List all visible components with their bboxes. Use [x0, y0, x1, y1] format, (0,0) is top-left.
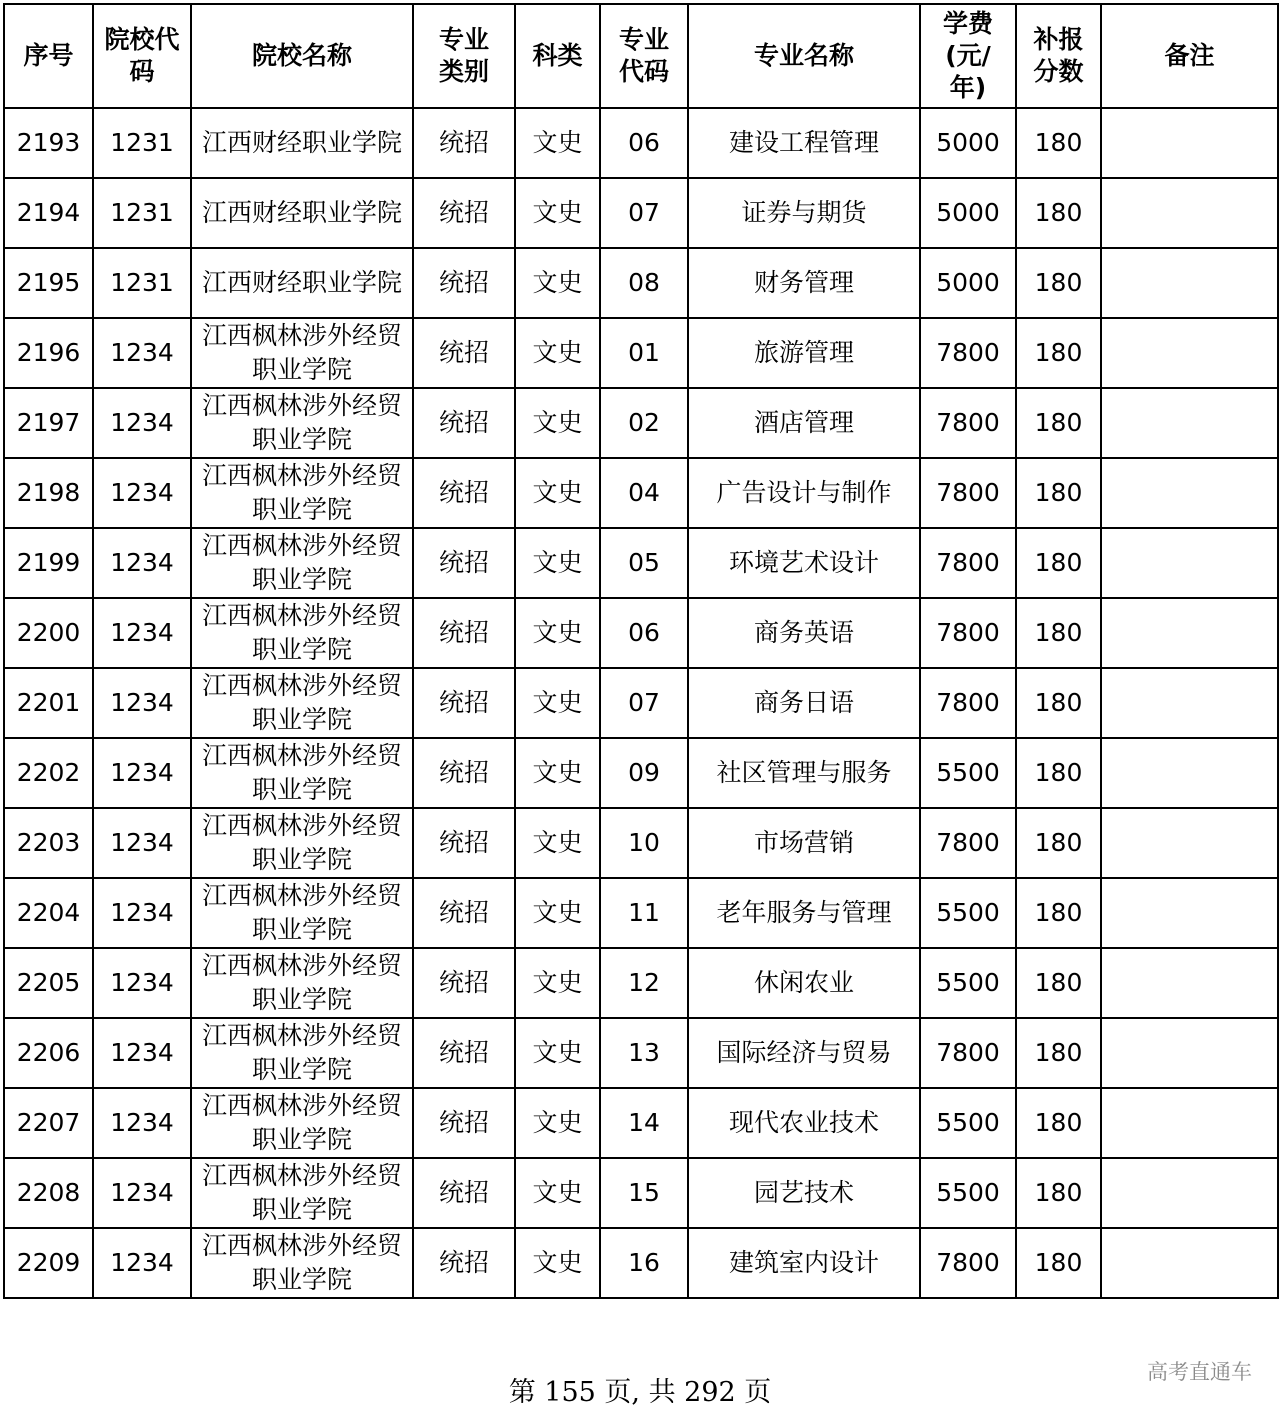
cell-remarks [1101, 1158, 1278, 1228]
header-score [1016, 4, 1101, 108]
cell-subject: 文史 [515, 1088, 600, 1158]
cell-school-name: 江西枫林涉外经贸职业学院 [191, 598, 413, 668]
header-line: 专业 [438, 25, 489, 54]
cell-school-name: 江西财经职业学院 [191, 108, 413, 178]
cell-major-type: 统招 [413, 248, 515, 318]
cell-major-name: 酒店管理 [688, 388, 920, 458]
cell-major-code: 06 [600, 598, 688, 668]
cell-major-type: 统招 [413, 1158, 515, 1228]
cell-remarks [1101, 1088, 1278, 1158]
header-remarks [1101, 4, 1278, 108]
table-header-row [4, 4, 1278, 108]
cell-subject: 文史 [515, 1158, 600, 1228]
cell-school-name: 江西枫林涉外经贸职业学院 [191, 388, 413, 458]
cell-seq: 2194 [4, 178, 93, 248]
cell-tuition: 7800 [920, 598, 1016, 668]
table-row [4, 248, 1278, 318]
cell-major-name: 建设工程管理 [688, 108, 920, 178]
cell-tuition: 7800 [920, 1228, 1016, 1298]
cell-major-code: 07 [600, 178, 688, 248]
cell-major-type: 统招 [413, 878, 515, 948]
header-major-code [600, 4, 688, 108]
cell-major-code: 07 [600, 668, 688, 738]
cell-seq: 2193 [4, 108, 93, 178]
cell-major-name: 国际经济与贸易 [688, 1018, 920, 1088]
cell-tuition: 5000 [920, 178, 1016, 248]
cell-school-code: 1234 [93, 598, 191, 668]
cell-score: 180 [1016, 598, 1101, 668]
header-school-name [191, 4, 413, 108]
table-row [4, 108, 1278, 178]
cell-score: 180 [1016, 318, 1101, 388]
cell-major-type: 统招 [413, 108, 515, 178]
cell-major-code: 08 [600, 248, 688, 318]
cell-score: 180 [1016, 1088, 1101, 1158]
cell-major-type: 统招 [413, 318, 515, 388]
header-line: (元/ [945, 41, 991, 70]
cell-remarks [1101, 318, 1278, 388]
cell-major-name: 市场营销 [688, 808, 920, 878]
table-row [4, 1018, 1278, 1088]
cell-school-name: 江西财经职业学院 [191, 178, 413, 248]
cell-tuition: 5500 [920, 1088, 1016, 1158]
header-tuition [920, 4, 1016, 108]
cell-tuition: 7800 [920, 458, 1016, 528]
cell-school-name: 江西枫林涉外经贸职业学院 [191, 528, 413, 598]
cell-major-name: 老年服务与管理 [688, 878, 920, 948]
cell-major-name: 旅游管理 [688, 318, 920, 388]
cell-major-type: 统招 [413, 738, 515, 808]
header-line: 专业 [618, 25, 669, 54]
cell-major-code: 01 [600, 318, 688, 388]
cell-score: 180 [1016, 108, 1101, 178]
cell-school-code: 1231 [93, 108, 191, 178]
cell-subject: 文史 [515, 598, 600, 668]
cell-school-code: 1234 [93, 738, 191, 808]
cell-major-type: 统招 [413, 458, 515, 528]
cell-major-type: 统招 [413, 388, 515, 458]
header-line: 代码 [618, 57, 669, 86]
header-line: 码 [129, 57, 155, 86]
cell-major-name: 社区管理与服务 [688, 738, 920, 808]
cell-remarks [1101, 528, 1278, 598]
cell-score: 180 [1016, 528, 1101, 598]
cell-major-type: 统招 [413, 1088, 515, 1158]
cell-major-name: 休闲农业 [688, 948, 920, 1018]
cell-tuition: 5500 [920, 738, 1016, 808]
cell-score: 180 [1016, 878, 1101, 948]
cell-school-name: 江西枫林涉外经贸职业学院 [191, 808, 413, 878]
cell-major-code: 16 [600, 1228, 688, 1298]
cell-remarks [1101, 388, 1278, 458]
table-body [4, 108, 1278, 1298]
table-row [4, 1228, 1278, 1298]
cell-school-code: 1234 [93, 528, 191, 598]
cell-seq: 2206 [4, 1018, 93, 1088]
cell-major-name: 现代农业技术 [688, 1088, 920, 1158]
cell-major-code: 05 [600, 528, 688, 598]
cell-score: 180 [1016, 248, 1101, 318]
header-line: 类别 [438, 57, 489, 86]
cell-remarks [1101, 1018, 1278, 1088]
cell-seq: 2199 [4, 528, 93, 598]
cell-seq: 2204 [4, 878, 93, 948]
cell-school-name: 江西枫林涉外经贸职业学院 [191, 458, 413, 528]
cell-school-code: 1234 [93, 388, 191, 458]
cell-subject: 文史 [515, 1228, 600, 1298]
cell-score: 180 [1016, 948, 1101, 1018]
cell-seq: 2197 [4, 388, 93, 458]
cell-remarks [1101, 948, 1278, 1018]
table-row [4, 388, 1278, 458]
cell-major-type: 统招 [413, 668, 515, 738]
cell-school-name: 江西枫林涉外经贸职业学院 [191, 948, 413, 1018]
cell-major-code: 12 [600, 948, 688, 1018]
cell-score: 180 [1016, 1228, 1101, 1298]
cell-major-type: 统招 [413, 948, 515, 1018]
table-row [4, 528, 1278, 598]
cell-major-name: 证券与期货 [688, 178, 920, 248]
cell-remarks [1101, 878, 1278, 948]
cell-school-code: 1231 [93, 178, 191, 248]
cell-score: 180 [1016, 738, 1101, 808]
cell-major-type: 统招 [413, 598, 515, 668]
cell-major-name: 园艺技术 [688, 1158, 920, 1228]
cell-tuition: 5500 [920, 878, 1016, 948]
table-row [4, 1158, 1278, 1228]
cell-seq: 2209 [4, 1228, 93, 1298]
cell-remarks [1101, 108, 1278, 178]
cell-school-code: 1231 [93, 248, 191, 318]
header-line: 科类 [532, 41, 583, 70]
cell-subject: 文史 [515, 388, 600, 458]
cell-school-code: 1234 [93, 948, 191, 1018]
header-line: 年) [949, 73, 987, 102]
cell-score: 180 [1016, 808, 1101, 878]
cell-major-code: 14 [600, 1088, 688, 1158]
cell-school-name: 江西枫林涉外经贸职业学院 [191, 878, 413, 948]
cell-school-code: 1234 [93, 1158, 191, 1228]
cell-major-code: 09 [600, 738, 688, 808]
cell-school-name: 江西枫林涉外经贸职业学院 [191, 668, 413, 738]
table-row [4, 598, 1278, 668]
cell-major-code: 04 [600, 458, 688, 528]
cell-seq: 2207 [4, 1088, 93, 1158]
cell-seq: 2201 [4, 668, 93, 738]
cell-tuition: 5500 [920, 1158, 1016, 1228]
cell-school-code: 1234 [93, 668, 191, 738]
cell-remarks [1101, 808, 1278, 878]
cell-tuition: 7800 [920, 668, 1016, 738]
cell-school-code: 1234 [93, 808, 191, 878]
cell-major-type: 统招 [413, 178, 515, 248]
cell-major-type: 统招 [413, 1018, 515, 1088]
table-row [4, 668, 1278, 738]
header-line: 专业名称 [753, 41, 854, 70]
table-row [4, 1088, 1278, 1158]
cell-school-name: 江西枫林涉外经贸职业学院 [191, 318, 413, 388]
cell-subject: 文史 [515, 878, 600, 948]
cell-score: 180 [1016, 178, 1101, 248]
cell-seq: 2200 [4, 598, 93, 668]
cell-score: 180 [1016, 1018, 1101, 1088]
cell-score: 180 [1016, 458, 1101, 528]
cell-tuition: 7800 [920, 1018, 1016, 1088]
cell-subject: 文史 [515, 528, 600, 598]
cell-school-name: 江西枫林涉外经贸职业学院 [191, 1228, 413, 1298]
cell-seq: 2208 [4, 1158, 93, 1228]
page-footer [0, 1370, 1280, 1409]
cell-seq: 2205 [4, 948, 93, 1018]
cell-remarks [1101, 738, 1278, 808]
cell-school-code: 1234 [93, 458, 191, 528]
cell-score: 180 [1016, 388, 1101, 458]
cell-major-name: 环境艺术设计 [688, 528, 920, 598]
table-row [4, 178, 1278, 248]
cell-subject: 文史 [515, 1018, 600, 1088]
cell-score: 180 [1016, 1158, 1101, 1228]
cell-remarks [1101, 668, 1278, 738]
header-line: 分数 [1033, 57, 1084, 86]
cell-tuition: 5500 [920, 948, 1016, 1018]
header-line: 学费 [942, 9, 993, 38]
table-row [4, 318, 1278, 388]
table-row [4, 458, 1278, 528]
cell-school-code: 1234 [93, 878, 191, 948]
cell-remarks [1101, 1228, 1278, 1298]
cell-major-name: 广告设计与制作 [688, 458, 920, 528]
cell-tuition: 7800 [920, 318, 1016, 388]
cell-major-name: 商务日语 [688, 668, 920, 738]
header-major-type [413, 4, 515, 108]
cell-school-name: 江西枫林涉外经贸职业学院 [191, 1018, 413, 1088]
header-seq [4, 4, 93, 108]
cell-remarks [1101, 248, 1278, 318]
cell-remarks [1101, 458, 1278, 528]
cell-major-name: 财务管理 [688, 248, 920, 318]
cell-subject: 文史 [515, 108, 600, 178]
cell-tuition: 7800 [920, 528, 1016, 598]
table-row [4, 738, 1278, 808]
cell-seq: 2195 [4, 248, 93, 318]
header-line: 序号 [23, 41, 74, 70]
cell-major-type: 统招 [413, 1228, 515, 1298]
cell-major-code: 06 [600, 108, 688, 178]
cell-major-name: 建筑室内设计 [688, 1228, 920, 1298]
cell-major-code: 15 [600, 1158, 688, 1228]
admissions-table [3, 3, 1279, 1299]
header-line: 院校代 [104, 25, 180, 54]
cell-school-code: 1234 [93, 318, 191, 388]
cell-major-name: 商务英语 [688, 598, 920, 668]
page-number-text: 第 155 页, 共 292 页 [508, 1377, 772, 1408]
cell-remarks [1101, 178, 1278, 248]
cell-subject: 文史 [515, 738, 600, 808]
cell-subject: 文史 [515, 668, 600, 738]
watermark: 高考直通车 [1147, 1360, 1252, 1384]
header-line: 备注 [1164, 41, 1215, 70]
table-row [4, 878, 1278, 948]
cell-tuition: 7800 [920, 808, 1016, 878]
cell-subject: 文史 [515, 318, 600, 388]
header-subject [515, 4, 600, 108]
cell-subject: 文史 [515, 948, 600, 1018]
table-row [4, 948, 1278, 1018]
cell-major-type: 统招 [413, 808, 515, 878]
cell-seq: 2202 [4, 738, 93, 808]
cell-subject: 文史 [515, 248, 600, 318]
cell-subject: 文史 [515, 178, 600, 248]
cell-tuition: 5000 [920, 248, 1016, 318]
cell-subject: 文史 [515, 808, 600, 878]
header-major-name [688, 4, 920, 108]
header-school-code [93, 4, 191, 108]
cell-school-name: 江西枫林涉外经贸职业学院 [191, 1158, 413, 1228]
table-row [4, 808, 1278, 878]
header-line: 院校名称 [251, 41, 352, 70]
cell-seq: 2198 [4, 458, 93, 528]
cell-school-name: 江西财经职业学院 [191, 248, 413, 318]
cell-school-code: 1234 [93, 1088, 191, 1158]
cell-school-code: 1234 [93, 1228, 191, 1298]
cell-score: 180 [1016, 668, 1101, 738]
cell-seq: 2196 [4, 318, 93, 388]
cell-school-name: 江西枫林涉外经贸职业学院 [191, 738, 413, 808]
cell-seq: 2203 [4, 808, 93, 878]
cell-major-type: 统招 [413, 528, 515, 598]
cell-major-code: 13 [600, 1018, 688, 1088]
cell-remarks [1101, 598, 1278, 668]
cell-major-code: 10 [600, 808, 688, 878]
cell-tuition: 7800 [920, 388, 1016, 458]
cell-subject: 文史 [515, 458, 600, 528]
header-line: 补报 [1033, 25, 1084, 54]
cell-school-name: 江西枫林涉外经贸职业学院 [191, 1088, 413, 1158]
cell-school-code: 1234 [93, 1018, 191, 1088]
cell-major-code: 02 [600, 388, 688, 458]
cell-major-code: 11 [600, 878, 688, 948]
cell-tuition: 5000 [920, 108, 1016, 178]
